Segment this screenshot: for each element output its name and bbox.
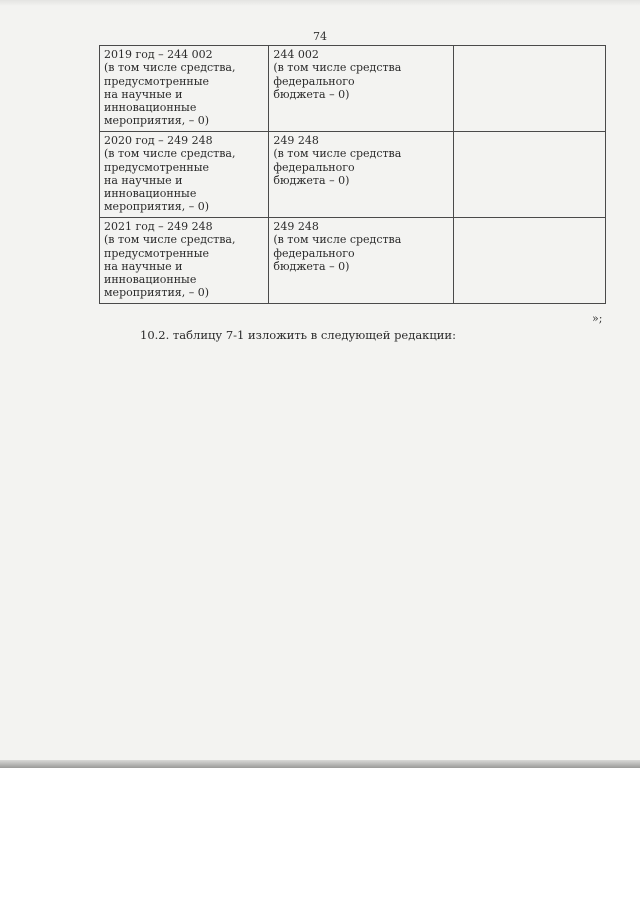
cell-text-line: инновационные [104, 101, 197, 115]
scan-bottom-edge [0, 760, 640, 768]
cell-text-line: (в том числе средства, [104, 147, 236, 161]
cell-text-line: бюджета – 0) [273, 87, 350, 101]
table-cell-col2 [269, 46, 453, 132]
cell-text-line: на научные и [104, 87, 183, 101]
table-cell-col3 [453, 132, 605, 218]
table-row [100, 46, 606, 132]
cell-text-line: 2021 год – 249 248 [104, 220, 213, 233]
cell-text-line: мероприятия, – 0) [104, 286, 210, 300]
cell-text-line: мероприятия, – 0) [104, 114, 210, 128]
funding-table [99, 45, 606, 304]
cell-text-line: 249 248 [273, 134, 319, 147]
cell-text-line: инновационные [104, 187, 197, 201]
scan-top-edge [0, 0, 640, 6]
cell-text-line: на научные и [104, 259, 183, 273]
cell-text-line: бюджета – 0) [273, 173, 350, 187]
cell-text-line: 2019 год – 244 002 [104, 48, 213, 61]
table-cell-col1 [100, 218, 269, 304]
table-cell-col2 [269, 132, 453, 218]
closing-quote: »; [592, 312, 603, 325]
table-cell-col3 [453, 218, 605, 304]
page-number: 74 [313, 30, 327, 43]
cell-text-line: 2020 год – 249 248 [104, 134, 213, 147]
funding-table-body [100, 46, 606, 304]
cell-text-line: на научные и [104, 173, 183, 187]
cell-text-line: бюджета – 0) [273, 259, 350, 273]
cell-text-line: (в том числе средства [273, 147, 402, 161]
table-cell-col1 [100, 46, 269, 132]
cell-text-line: мероприятия, – 0) [104, 200, 210, 214]
cell-text-line: предусмотренные [104, 160, 210, 174]
table-row [100, 218, 606, 304]
cell-text-line: федерального [273, 160, 355, 174]
table-cell-col2 [269, 218, 453, 304]
cell-text-line: (в том числе средства, [104, 233, 236, 247]
cell-text-line: (в том числе средства [273, 61, 402, 75]
table-cell-col1 [100, 132, 269, 218]
cell-text-line: предусмотренные [104, 246, 210, 260]
cell-text-line: 249 248 [273, 220, 319, 233]
table-cell-col3 [453, 46, 605, 132]
cell-text-line: инновационные [104, 273, 197, 287]
cell-text-line: федерального [273, 74, 355, 88]
table-row [100, 132, 606, 218]
cell-text-line: федерального [273, 246, 355, 260]
cell-text-line: предусмотренные [104, 74, 210, 88]
cell-text-line: 244 002 [273, 48, 319, 61]
instruction-paragraph: 10.2. таблицу 7-1 изложить в следующей редакции: [140, 328, 456, 342]
cell-text-line: (в том числе средства, [104, 61, 236, 75]
cell-text-line: (в том числе средства [273, 233, 402, 247]
